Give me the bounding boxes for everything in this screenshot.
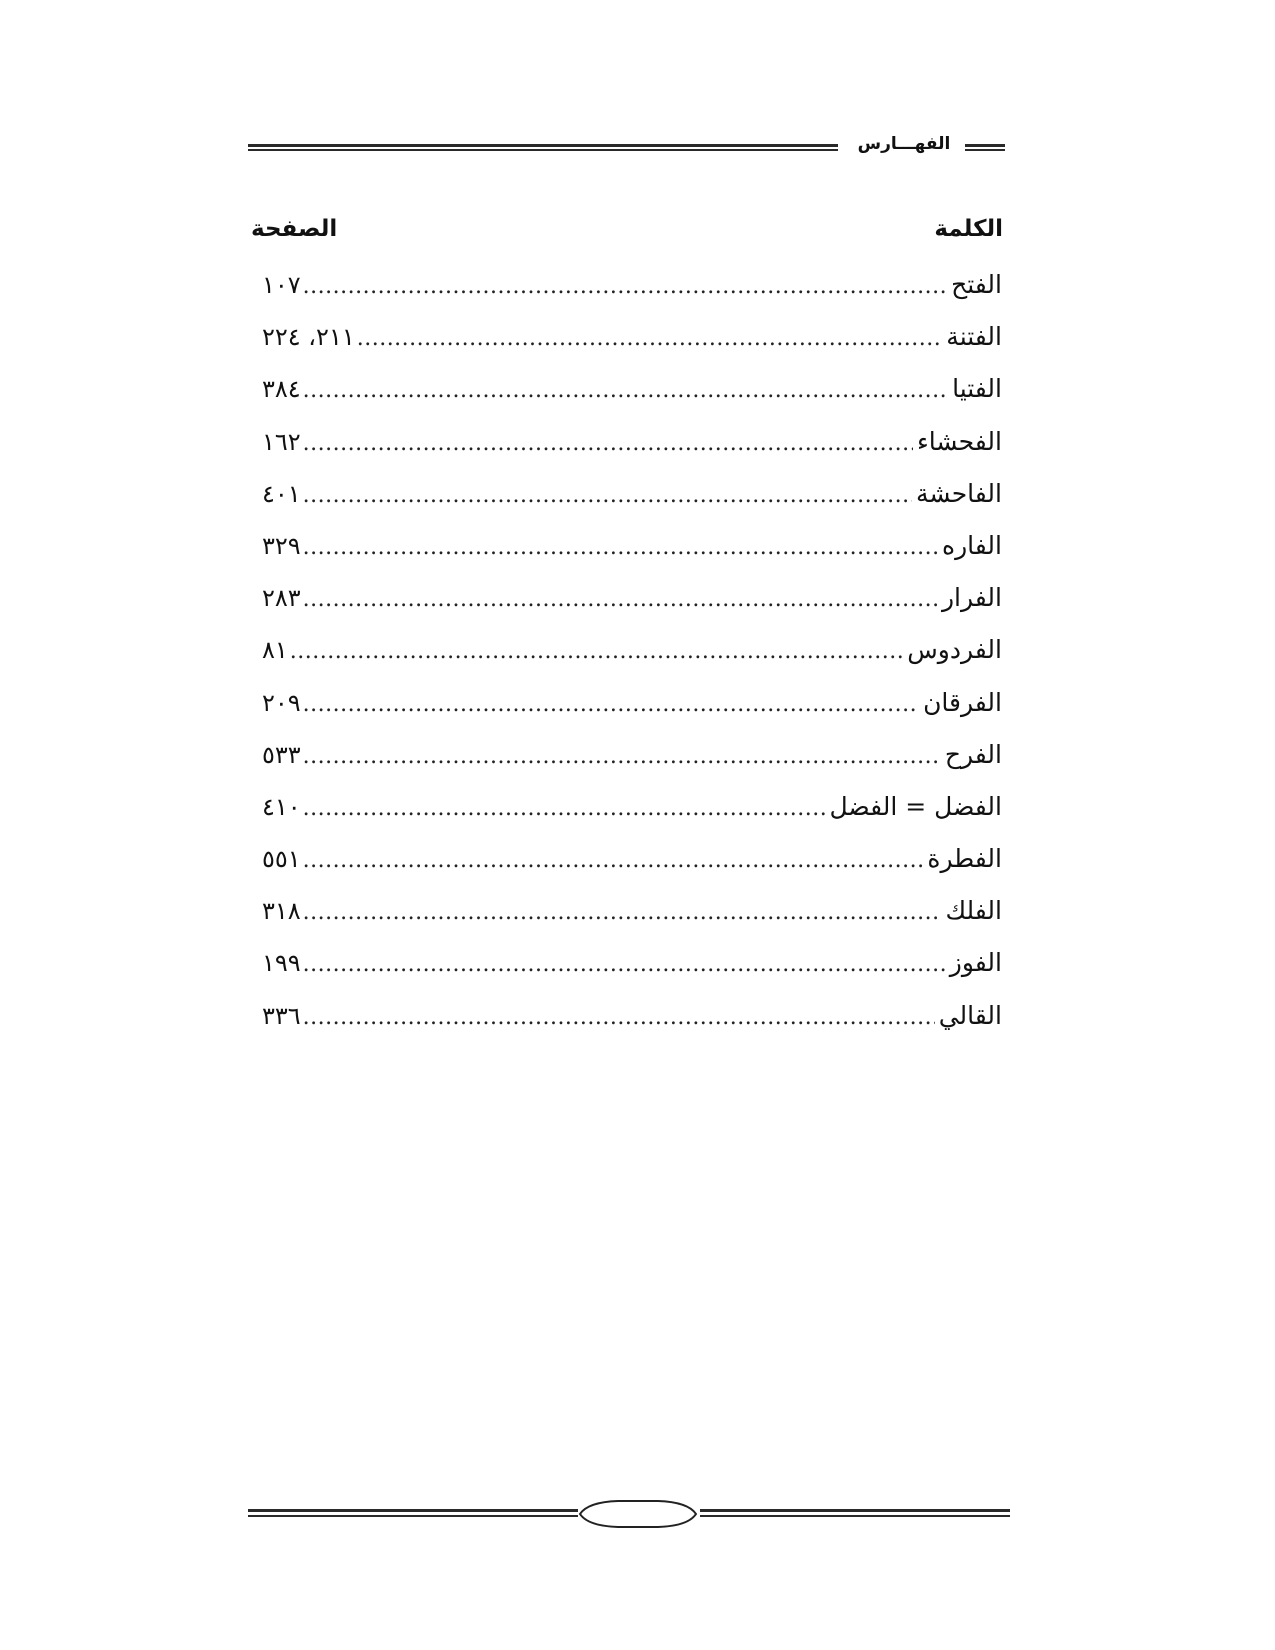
entry-pages: ٣٢٩ (262, 531, 301, 560)
index-entry (262, 948, 1002, 1000)
index-entry (262, 583, 1002, 635)
entry-term: الفرقان (923, 687, 1002, 717)
entry-pages: ٤١٠ (262, 792, 301, 821)
entry-term: الفرار (941, 583, 1002, 613)
entry-pages: ١٦٢ (262, 427, 301, 456)
dot-leader (303, 431, 913, 456)
entry-pages: ٤٠١ (262, 479, 301, 508)
dot-leader (303, 744, 941, 769)
entry-pages: ١٠٧ (262, 271, 301, 299)
dot-leader (303, 274, 947, 299)
entry-pages: ٥٥١ (262, 845, 301, 874)
dot-leader (303, 378, 948, 403)
dot-leader (357, 326, 943, 351)
entry-pages: ٥٣٣ (262, 740, 301, 769)
entry-pages: ٣٨٤ (262, 375, 301, 404)
footer-rule-left (248, 1509, 578, 1517)
index-entry (262, 427, 1002, 479)
index-entry (262, 635, 1002, 687)
entry-term: الفتيا (952, 374, 1002, 404)
dot-leader (303, 1005, 935, 1030)
header-rule-long (248, 144, 838, 151)
dot-leader (303, 483, 912, 508)
entry-pages: ٣٣٦ (262, 1001, 301, 1030)
entry-term: الفتح (951, 270, 1002, 299)
dot-leader (303, 692, 919, 717)
column-heading-word: الكلمة (934, 216, 1003, 242)
index-entry (262, 1001, 1002, 1053)
entry-term: الفاره (942, 530, 1002, 560)
running-title: الفهـــارس (857, 134, 951, 154)
dot-leader (303, 796, 826, 821)
entry-term: الفردوس (907, 635, 1002, 665)
index-entry (262, 270, 1002, 322)
dot-leader (303, 587, 938, 612)
entry-term: القالي (938, 1000, 1002, 1030)
entry-term: الفاحشة (916, 478, 1002, 508)
entry-pages: ٢٨٣ (262, 584, 301, 613)
footer-rule-right (700, 1509, 1010, 1517)
entry-pages: ٢١١، ٢٢٤ (262, 323, 355, 352)
dot-leader (303, 900, 942, 925)
entry-term: الفرح (944, 739, 1002, 769)
entry-term: الفتنة (946, 322, 1002, 352)
entry-pages: ٨١ (262, 636, 288, 665)
page-number-oval (578, 1499, 698, 1529)
entry-term: الفلك (945, 896, 1002, 926)
page-footer-ornament (248, 1499, 1010, 1531)
index-entry (262, 531, 1002, 583)
index-entry (262, 688, 1002, 740)
running-header (248, 136, 1005, 160)
dot-leader (303, 535, 938, 560)
index-entry (262, 479, 1002, 531)
entry-pages: ١٩٩ (262, 949, 301, 978)
dot-leader (303, 848, 924, 873)
index-list (262, 270, 1002, 1053)
dot-leader (290, 639, 903, 664)
index-entry (262, 740, 1002, 792)
entry-pages: ٣١٨ (262, 897, 301, 926)
dot-leader (303, 952, 946, 977)
header-rule-short (965, 144, 1005, 151)
index-entry (262, 896, 1002, 948)
column-heading-page: الصفحة (251, 216, 338, 242)
index-entry (262, 844, 1002, 896)
index-entry (262, 374, 1002, 426)
entry-term: الفضل = الفضل (829, 791, 1002, 821)
entry-pages: ٢٠٩ (262, 688, 301, 717)
index-entry (262, 322, 1002, 374)
index-entry (262, 792, 1002, 844)
entry-term: الفطرة (927, 844, 1002, 874)
entry-term: الفوز (949, 948, 1002, 978)
entry-term: الفحشاء (916, 426, 1002, 456)
